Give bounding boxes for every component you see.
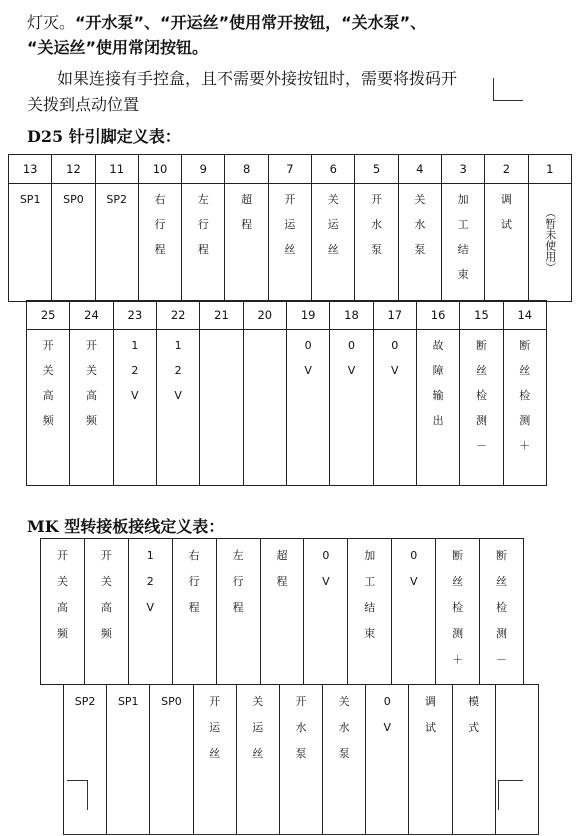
d25-desc-6-text: 关运丝 — [327, 193, 339, 256]
d25-desc-7 — [268, 184, 311, 302]
d25-pin-15 — [460, 301, 503, 330]
d25-desc-24 — [70, 330, 113, 486]
corner-mark — [67, 780, 87, 781]
mk-top-cell-1-text: 开关高频 — [56, 549, 68, 640]
d25-desc-12-text: SP0 — [63, 193, 84, 206]
d25-desc-13 — [9, 184, 52, 302]
text-line-1-cont: “关运丝”使用常闭按钮。 — [27, 38, 209, 57]
mk-bottom-cell-8 — [366, 685, 409, 835]
mk-top-cell-5 — [216, 539, 260, 685]
d25-pin-19 — [286, 301, 329, 330]
d25-desc-10-text: 右行程 — [154, 193, 166, 256]
d25-desc-11-text: SP2 — [106, 193, 128, 206]
d25-pin-14 — [503, 301, 546, 330]
d25-pin-9 — [182, 155, 225, 184]
d25-desc-18-text: 0V — [347, 339, 356, 377]
mk-top-cell-7-text: 0V — [322, 549, 330, 588]
d25-pin-11 — [95, 155, 138, 184]
mk-bottom-table — [63, 684, 539, 835]
d25-pin-20 — [243, 301, 286, 330]
d25-pin-18-text: 18 — [344, 308, 359, 322]
d25-desc-22 — [156, 330, 199, 486]
d25-desc-25-text: 开关高频 — [42, 339, 54, 427]
table-bottom-border — [63, 834, 539, 835]
text-line-1-b: “开水泵”、“开运丝”使用常开按钮，“关水泵”、 — [75, 13, 427, 32]
d25-pin-9-text: 9 — [199, 162, 207, 176]
d25-pin-4 — [398, 155, 441, 184]
d25-desc-23-text: 12V — [131, 339, 139, 402]
d25-desc-4 — [398, 184, 441, 302]
d25-desc-7-text: 开运丝 — [284, 193, 296, 256]
d25-pin-18 — [330, 301, 373, 330]
d25-pin-13 — [9, 155, 52, 184]
d25-title-code: D25 — [27, 127, 64, 146]
mk-top-cell-2-text: 开关高频 — [100, 549, 112, 640]
d25-pin-8-text: 8 — [242, 162, 251, 176]
d25-bottom-table — [26, 300, 547, 486]
d25-pin-5-text: 5 — [372, 162, 381, 176]
d25-desc-17 — [373, 330, 416, 486]
d25-pin-23 — [113, 301, 156, 330]
corner-mark — [493, 100, 523, 101]
corner-mark — [87, 780, 88, 810]
d25-desc-5-text: 开水泵 — [371, 193, 383, 256]
d25-pin-2-text: 2 — [502, 162, 511, 176]
mk-bottom-cell-6 — [279, 685, 322, 835]
d25-pin-25 — [27, 301, 70, 330]
d25-desc-8 — [225, 184, 268, 302]
mk-bottom-cell-1 — [64, 685, 107, 835]
mk-bottom-cell-11 — [495, 685, 538, 835]
text-line-2: 如果连接有手控盒，且不需要外接按钮时，需要将拨码开 — [57, 69, 458, 88]
d25-desc-15-text: 断丝检测－ — [475, 339, 487, 452]
d25-pin-13-text: 13 — [22, 162, 38, 176]
d25-pin-4-text: 4 — [416, 162, 424, 176]
mk-bottom-cell-7-text: 关水泵 — [338, 695, 350, 760]
d25-pin-12 — [52, 155, 95, 184]
d25-desc-21 — [200, 330, 243, 486]
d25-pin-10-text: 10 — [152, 162, 168, 176]
mk-top-cell-10 — [436, 539, 480, 685]
d25-desc-10 — [138, 184, 181, 302]
mk-top-cell-8-text: 加工结束 — [364, 549, 376, 640]
d25-pin-7 — [268, 155, 311, 184]
mk-top-cell-2 — [84, 539, 128, 685]
text-line-1 — [27, 12, 426, 34]
mk-top-cell-6-text: 超程 — [276, 549, 288, 588]
mk-top-cell-1 — [41, 539, 85, 685]
d25-desc-12 — [52, 184, 95, 302]
mk-top-cell-4 — [172, 539, 216, 685]
d25-pin-12-text: 12 — [66, 162, 81, 176]
mk-bottom-cell-7 — [323, 685, 366, 835]
mk-bottom-cell-10 — [452, 685, 495, 835]
d25-desc-25 — [27, 330, 70, 486]
text-line-3: 关拨到点动位置 — [27, 95, 140, 114]
d25-pin-1 — [528, 155, 571, 184]
mk-top-cell-9 — [392, 539, 436, 685]
d25-pin-8 — [225, 155, 268, 184]
d25-pin-15-text: 15 — [474, 308, 489, 322]
mk-top-cell-4-text: 右行程 — [188, 549, 200, 614]
d25-pin-22-text: 22 — [170, 308, 186, 322]
d25-desc-16-text: 故障输出 — [432, 339, 444, 427]
d25-desc-2 — [485, 184, 528, 302]
text-line-1-a: 灯灭。 — [27, 13, 76, 32]
mk-bottom-cell-5-text: 关运丝 — [252, 695, 264, 760]
mk-title-code: MK — [27, 517, 59, 536]
d25-desc-3 — [441, 184, 484, 302]
d25-pin-7-text: 7 — [286, 162, 294, 176]
mk-top-cell-3 — [128, 539, 172, 685]
mk-top-cell-8 — [348, 539, 392, 685]
mk-top-cell-11-text: 断丝检测－ — [496, 549, 508, 666]
mk-bottom-cell-10-text: 模式 — [468, 695, 480, 734]
mk-top-cell-10-text: 断丝检测＋ — [452, 549, 464, 666]
d25-desc-13-text: SP1 — [19, 193, 41, 206]
d25-desc-1-text: （暂未使用） — [543, 207, 557, 273]
d25-desc-11 — [95, 184, 138, 302]
d25-pin-2 — [485, 155, 528, 184]
d25-pin-24-text: 24 — [84, 308, 99, 322]
d25-pin-19-text: 19 — [300, 308, 316, 322]
d25-desc-9 — [182, 184, 225, 302]
d25-top-table — [8, 154, 572, 302]
d25-pin-20-text: 20 — [257, 308, 273, 322]
mk-top-cell-11 — [480, 539, 524, 685]
d25-desc-20 — [243, 330, 286, 486]
mk-top-cell-6 — [260, 539, 304, 685]
d25-desc-24-text: 开关高频 — [85, 339, 97, 427]
mk-bottom-cell-4-text: 开运丝 — [209, 695, 221, 760]
d25-desc-5 — [355, 184, 398, 302]
d25-pin-16 — [416, 301, 459, 330]
d25-desc-2-text: 调试 — [500, 193, 512, 231]
mk-bottom-cell-2 — [107, 685, 150, 835]
d25-desc-15 — [460, 330, 503, 486]
d25-pin-14-text: 14 — [517, 308, 533, 322]
d25-pin-10 — [138, 155, 181, 184]
mk-bottom-cell-9 — [409, 685, 452, 835]
d25-pin-5 — [355, 155, 398, 184]
mk-title — [27, 514, 224, 537]
d25-pin-1-text: 1 — [546, 162, 554, 176]
mk-title-text: 型转接板接线定义表： — [58, 517, 225, 536]
d25-pin-16-text: 16 — [430, 308, 446, 322]
d25-desc-6 — [312, 184, 355, 302]
d25-pin-6 — [312, 155, 355, 184]
mk-bottom-cell-4 — [193, 685, 236, 835]
d25-desc-18 — [330, 330, 373, 486]
d25-desc-9-text: 左行程 — [197, 193, 209, 256]
d25-pin-21-text: 21 — [214, 308, 229, 322]
d25-title — [27, 124, 181, 147]
d25-desc-19 — [286, 330, 329, 486]
mk-top-cell-7 — [304, 539, 348, 685]
d25-pin-17-text: 17 — [387, 308, 403, 322]
d25-desc-8-text: 超程 — [241, 193, 253, 231]
d25-pin-17 — [373, 301, 416, 330]
mk-bottom-cell-2-text: SP1 — [117, 695, 139, 708]
mk-bottom-cell-3-text: SP0 — [161, 695, 182, 708]
d25-desc-17-text: 0V — [391, 339, 399, 377]
mk-bottom-cell-6-text: 开水泵 — [295, 695, 307, 760]
d25-desc-23 — [113, 330, 156, 486]
d25-pin-3 — [441, 155, 484, 184]
d25-desc-3-text: 加工结束 — [457, 193, 469, 281]
mk-top-cell-3-text: 12V — [146, 549, 155, 614]
d25-pin-11-text: 11 — [109, 162, 125, 176]
d25-pin-25-text: 25 — [40, 308, 56, 322]
d25-desc-4-text: 关水泵 — [414, 193, 426, 256]
corner-mark — [493, 78, 494, 100]
d25-title-text: 针引脚定义表： — [63, 127, 181, 146]
mk-bottom-cell-9-text: 调试 — [424, 695, 436, 734]
d25-desc-22-text: 12V — [174, 339, 182, 402]
corner-mark — [498, 780, 523, 781]
corner-mark — [498, 780, 499, 810]
mk-top-cell-9-text: 0V — [409, 549, 418, 588]
mk-bottom-cell-1-text: SP2 — [74, 695, 96, 708]
d25-pin-6-text: 6 — [329, 162, 337, 176]
d25-desc-19-text: 0V — [304, 339, 312, 377]
d25-pin-24 — [70, 301, 113, 330]
d25-desc-1 — [528, 184, 571, 302]
d25-pin-23-text: 23 — [127, 308, 143, 322]
mk-bottom-cell-3 — [150, 685, 193, 835]
d25-pin-3-text: 3 — [459, 162, 467, 176]
d25-pin-22 — [156, 301, 199, 330]
mk-bottom-cell-8-text: 0V — [383, 695, 392, 734]
d25-pin-21 — [200, 301, 243, 330]
d25-desc-14 — [503, 330, 546, 486]
d25-desc-16 — [416, 330, 459, 486]
d25-desc-14-text: 断丝检测＋ — [519, 339, 531, 452]
mk-bottom-cell-5 — [236, 685, 279, 835]
mk-top-table — [40, 538, 524, 685]
mk-top-cell-5-text: 左行程 — [232, 549, 244, 614]
